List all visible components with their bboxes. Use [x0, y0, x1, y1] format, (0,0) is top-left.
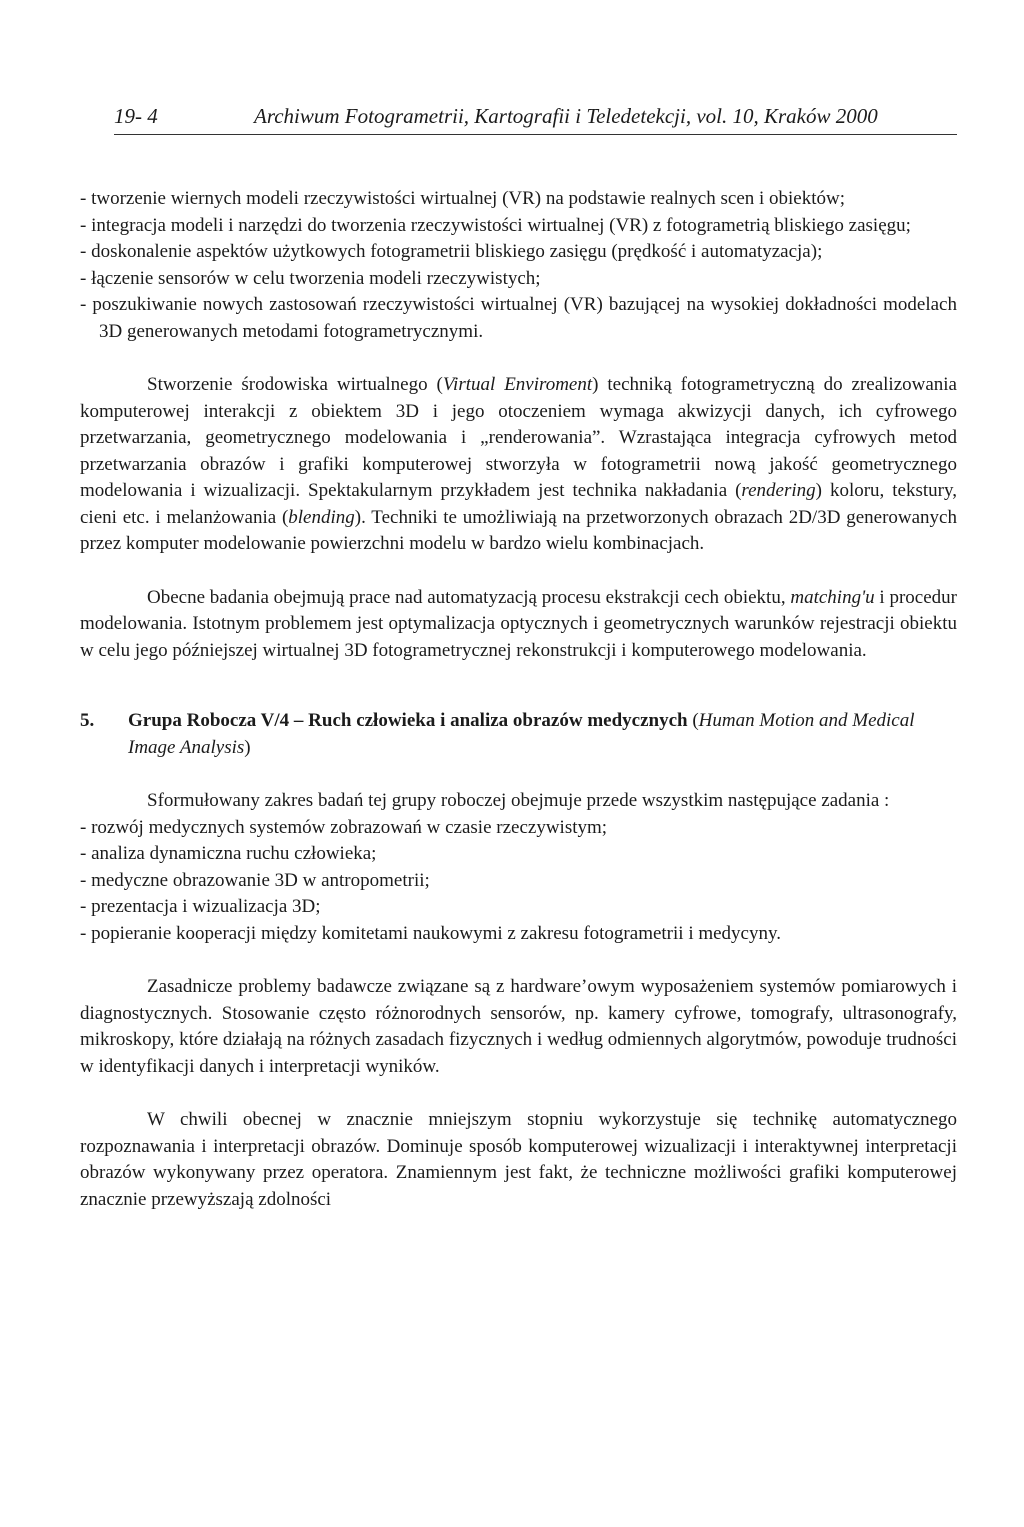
list-item: - analiza dynamiczna ruchu człowieka;	[80, 843, 377, 864]
page-body	[80, 186, 957, 1213]
text-run-italic: blending	[288, 506, 355, 528]
list-item: - medyczne obrazowanie 3D w antropometrii;	[80, 869, 430, 891]
text-run: )	[244, 736, 251, 758]
bullet-list-medical	[80, 815, 957, 948]
section-number: 5.	[80, 710, 95, 731]
journal-title: Archiwum Fotogrametrii, Kartografii i Teledetekcji, vol. 10, Kraków 2000	[254, 104, 878, 128]
text-run: ) techniką fotogrametryczną do zrealizowania komputerowej interakcji z obiektem 3D i jego otoczeniem wymaga akwizycji danych, ich cyfrowego przetwarzania, geometrycznego modelowania i „renderowania”. Wzrastająca integracja cyfrowych metod przetwarzania obrazów i grafiki komputerowej stworzyła w fotogrametrii nową jakość geometrycznego modelowania i wizualizacji. Spektakularnym przykładem jest technika nakładania (	[80, 374, 957, 501]
paragraph-research-problems: Zasadnicze problemy badawcze związane są z hardware’owym wyposażeniem systemów pomiarowych i diagnostycznych. Stosowanie często różnorodnych sensorów, np. kamery cyfrowe, tomografy, ultrasonografy, mikroskopy, które działają na różnych zasadach fizycznych i według odmiennych algorytmów, powoduje trudności w identyfikacji danych i interpretacji wyników.	[80, 976, 957, 1077]
section-title-english: Human Motion and Medical Image Analysis	[128, 710, 915, 758]
page-number: 19- 4	[114, 104, 158, 128]
bullet-list-vr	[80, 186, 957, 345]
text-run: i procedur modelowania. Istotnym problemem jest optymalizacja optycznych i geometrycznych warunków rejestracji obiektu w celu jego późniejszej wirtualnej 3D fotogrametrycznej rekonstrukcji i komputerowego modelowania.	[80, 586, 957, 661]
paragraph-scope: Sformułowany zakres badań tej grupy roboczej obejmuje przede wszystkim następujące zadania :	[147, 790, 890, 811]
list-item: - tworzenie wiernych modeli rzeczywistości wirtualnej (VR) na podstawie realnych scen i obiektów;	[80, 188, 846, 209]
list-item: - doskonalenie aspektów użytkowych fotogrametrii bliskiego zasięgu (prędkość i automatyzacja);	[80, 241, 823, 262]
list-item: - rozwój medycznych systemów zobrazowań w czasie rzeczywistym;	[80, 816, 608, 838]
text-run-italic: rendering	[741, 480, 816, 501]
list-item: - integracja modeli i narzędzi do tworzenia rzeczywistości wirtualnej (VR) z fotogrametrią bliskiego zasięgu;	[80, 214, 911, 236]
text-run: Obecne badania obejmują prace nad automatyzacją procesu ekstrakcji cech obiektu,	[147, 586, 791, 608]
paragraph-virtual-environment	[80, 372, 957, 558]
text-run: Stworzenie środowiska wirtualnego (	[147, 374, 443, 395]
list-item: - prezentacja i wizualizacja 3D;	[80, 896, 321, 917]
text-run-italic: Virtual Enviroment	[442, 374, 593, 395]
text-run: ). Techniki te umożliwiają na przetworzonych obrazach 2D/3D generowanych przez komputer modelowanie powierzchni modelu w bardzo wielu kombinacjach.	[80, 506, 957, 554]
text-run-italic: matching'u	[790, 586, 875, 608]
running-header	[114, 102, 957, 135]
paragraph-current-research	[80, 585, 957, 665]
text-run: (	[687, 710, 699, 731]
section-title: Grupa Robocza V/4 – Ruch człowieka i analiza obrazów medycznych	[128, 710, 688, 731]
paragraph-automation: W chwili obecnej w znacznie mniejszym stopniu wykorzystuje się technikę automatycznego rozpoznawania i interpretacji obrazów. Dominuje sposób komputerowej wizualizacji i interaktywnej interpretacji obrazów wykonywany przez operatora. Znamiennym jest fakt, że techniczne możliwości grafiki komputerowej znacznie przewyższają zdolności	[80, 1109, 957, 1210]
list-item: - popieranie kooperacji między komitetami naukowymi z zakresu fotogrametrii i medycyny.	[80, 922, 782, 944]
section-heading	[80, 708, 957, 761]
list-item: - poszukiwanie nowych zastosowań rzeczywistości wirtualnej (VR) bazującej na wysokiej dokładności modelach 3D generowanych metodami fotogrametrycznymi.	[80, 294, 957, 342]
list-item: - łączenie sensorów w celu tworzenia modeli rzeczywistych;	[80, 267, 541, 289]
text-run: ) koloru, tekstury, cieni etc. i melanżowania (	[80, 480, 957, 528]
